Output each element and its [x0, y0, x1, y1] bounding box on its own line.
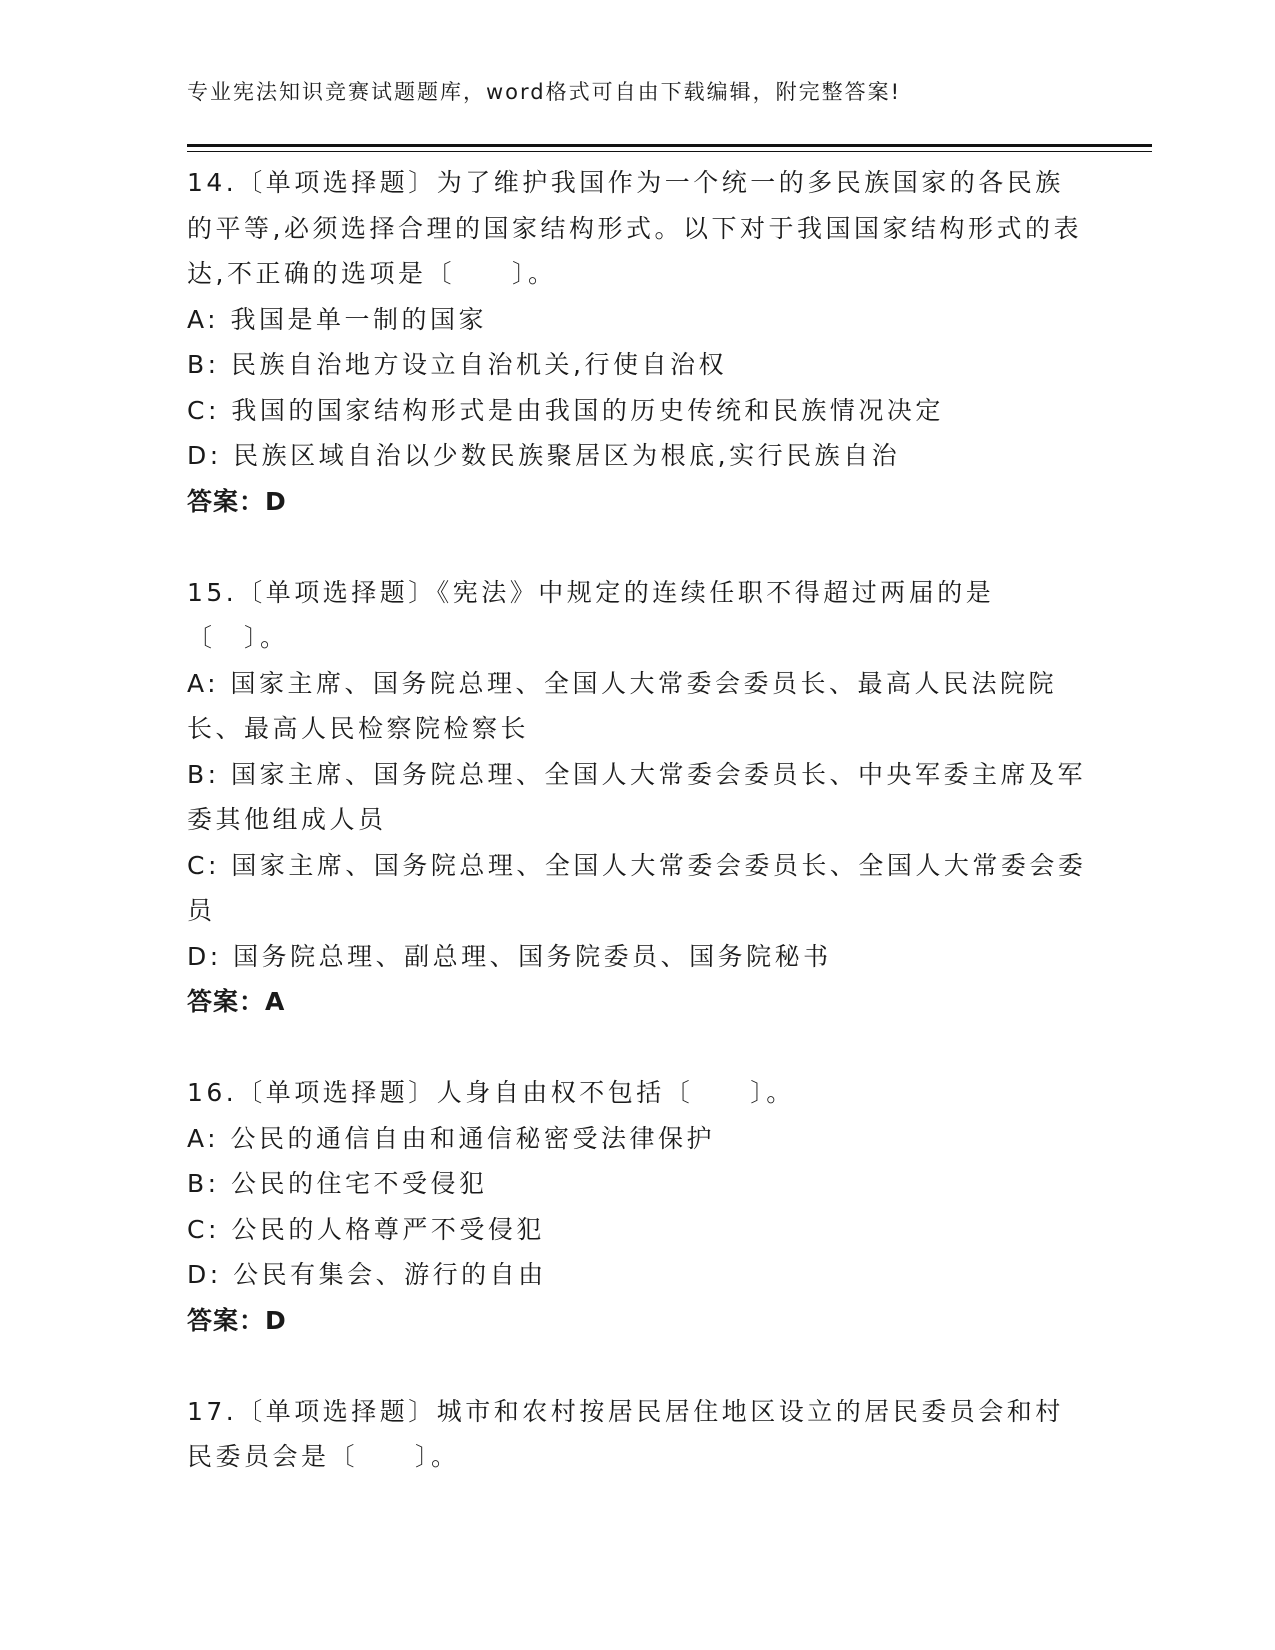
answer: 答案：A	[187, 987, 286, 1016]
question-list	[187, 160, 1087, 1480]
option-b: B: 民族自治地方设立自治机关,行使自治权	[187, 350, 727, 379]
option-c: C: 我国的国家结构形式是由我国的历史传统和民族情况决定	[187, 395, 944, 425]
question-stem: 17.〔单项选择题〕城市和农村按居民居住地区设立的居民委员会和村民委员会是〔 〕。	[187, 1396, 1064, 1471]
option-d: D: 国务院总理、副总理、国务院委员、国务院秘书	[187, 941, 832, 971]
document-header: 专业宪法知识竞赛试题题库，word格式可自由下载编辑，附完整答案!	[187, 80, 902, 104]
header-divider-thick	[187, 144, 1152, 147]
question-stem: 15.〔单项选择题〕《宪法》中规定的连续任职不得超过两届的是〔 〕。	[187, 577, 995, 652]
option-a: A: 国家主席、国务院总理、全国人大常委会委员长、最高人民法院院长、最高人民检察院检察长	[187, 668, 1058, 743]
answer: 答案：D	[187, 1305, 287, 1335]
question-stem: 16.〔单项选择题〕人身自由权不包括〔 〕。	[187, 1078, 795, 1107]
question-16	[187, 1070, 1087, 1343]
question-15	[187, 570, 1087, 1025]
question-17	[187, 1389, 1087, 1480]
option-d: D: 公民有集会、游行的自由	[187, 1260, 547, 1289]
header-divider-thin	[187, 151, 1152, 152]
answer: 答案：D	[187, 486, 287, 516]
option-b: B: 公民的住宅不受侵犯	[187, 1169, 488, 1198]
question-14	[187, 160, 1087, 524]
option-a: A: 公民的通信自由和通信秘密受法律保护	[187, 1123, 716, 1153]
option-d: D: 民族区域自治以少数民族聚居区为根底,实行民族自治	[187, 441, 901, 470]
question-stem: 14.〔单项选择题〕为了维护我国作为一个统一的多民族国家的各民族的平等,必须选择合理的国家结构形式。以下对于我国国家结构形式的表达,不正确的选项是〔 〕。	[187, 168, 1082, 288]
option-a: A: 我国是单一制的国家	[187, 304, 488, 334]
option-c: C: 国家主席、国务院总理、全国人大常委会委员长、全国人大常委会委员	[187, 850, 1087, 925]
option-c: C: 公民的人格尊严不受侵犯	[187, 1214, 545, 1244]
option-b: B: 国家主席、国务院总理、全国人大常委会委员长、中央军委主席及军委其他组成人员	[187, 759, 1087, 834]
